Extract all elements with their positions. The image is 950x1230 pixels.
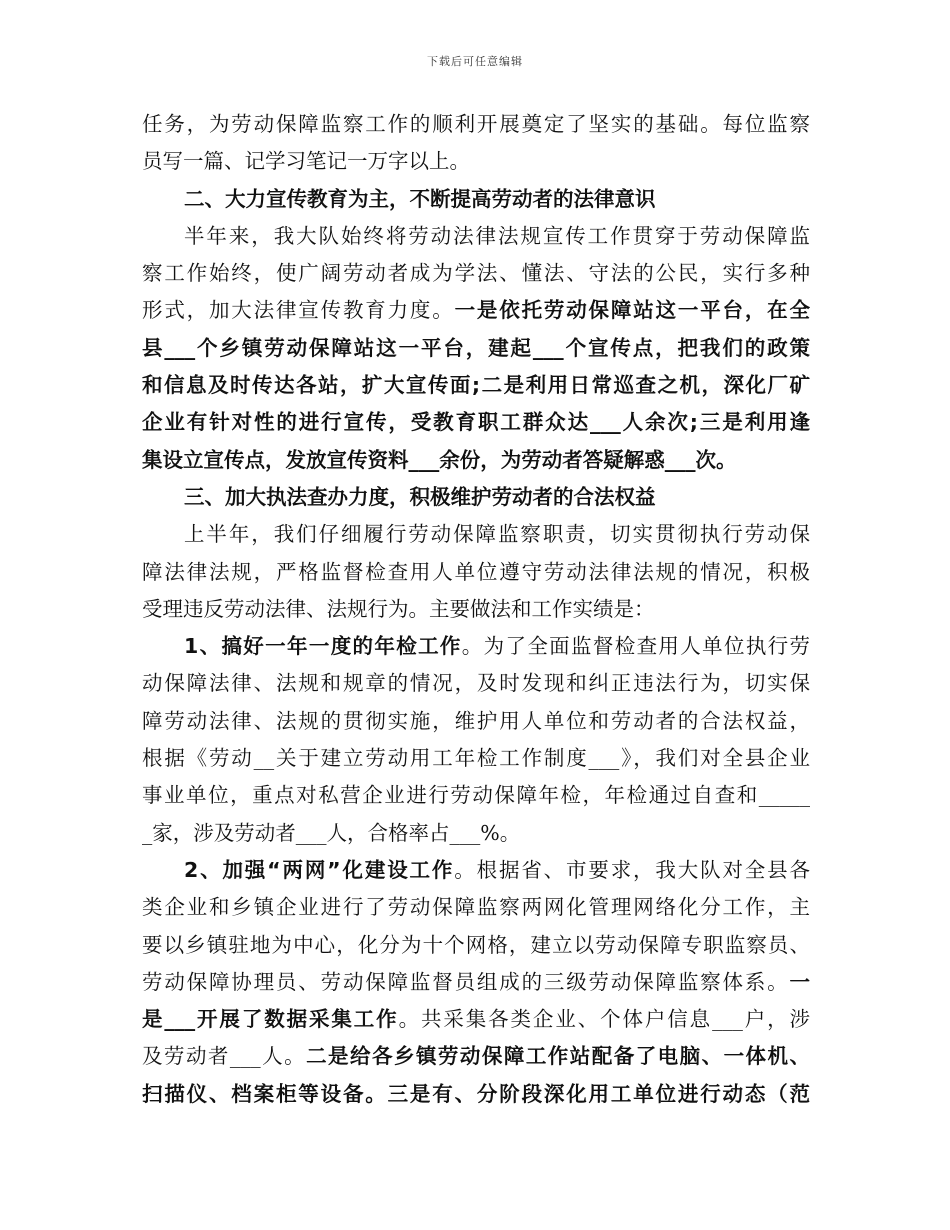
text-line bbox=[142, 554, 810, 591]
text-line bbox=[142, 367, 810, 404]
text-line bbox=[142, 218, 810, 255]
text-segment: 要以乡镇驻地为中心，化分为十个网格，建立以劳动保障专职监察员、 bbox=[142, 932, 810, 957]
bold-text-segment: 扫描仪、档案柜等设备。三是有、分阶段深化用工单位进行动态（范 bbox=[142, 1081, 810, 1106]
text-line bbox=[142, 404, 810, 441]
bold-text-segment: 和信息及时传达各站，扩大宣传面;二是利用日常巡查之机，深化厂矿 bbox=[142, 373, 810, 398]
text-line bbox=[142, 777, 810, 814]
text-line bbox=[142, 703, 810, 740]
text-line bbox=[142, 889, 810, 926]
text-line bbox=[142, 740, 810, 777]
bold-text-segment: 企业有针对性的进行宣传，受教育职工群众达___人余次;三是利用逢 bbox=[142, 410, 810, 435]
text-segment: 上半年，我们仔细履行劳动保障监察职责，切实贯彻执行劳动保 bbox=[184, 522, 810, 547]
bold-text-segment: 一是依托劳动保障站这一平台，在全 bbox=[454, 298, 811, 323]
text-segment: 类企业和乡镇企业进行了劳动保障监察两网化管理网络化分工作，主 bbox=[142, 895, 810, 920]
text-line bbox=[142, 665, 810, 702]
text-segment: 。共采集各类企业、个体户信息___户，涉 bbox=[398, 1007, 811, 1032]
text-line bbox=[142, 181, 810, 218]
text-segment: 障劳动法律、法规的贯彻实施，维护用人单位和劳动者的合法权益， bbox=[142, 708, 810, 733]
text-segment: 形式，加大法律宣传教育力度。 bbox=[142, 298, 455, 323]
text-line bbox=[142, 292, 810, 329]
bold-text-segment: 县___个乡镇劳动保障站这一平台，建起___个宣传点，把我们的政策 bbox=[142, 335, 810, 360]
text-line bbox=[142, 143, 810, 180]
text-line bbox=[142, 255, 810, 292]
text-line bbox=[142, 628, 810, 665]
text-line bbox=[142, 815, 810, 852]
text-line bbox=[142, 591, 810, 628]
document-body bbox=[142, 106, 810, 1113]
text-line bbox=[142, 1038, 810, 1075]
text-segment: 任务，为劳动保障监察工作的顺利开展奠定了坚实的基础。每位监察 bbox=[142, 112, 810, 136]
text-line bbox=[142, 442, 810, 479]
bold-text-segment: 一 bbox=[789, 969, 810, 994]
text-segment: 及劳动者___人。 bbox=[142, 1044, 307, 1069]
text-segment: 。根据省、市要求，我大队对全县各 bbox=[454, 857, 811, 882]
text-segment: 障法律法规，严格监督检查用人单位遵守劳动法律法规的情况，积极 bbox=[142, 559, 810, 584]
text-segment: 劳动保障协理员、劳动保障监督员组成的三级劳动保障监察体系。 bbox=[142, 969, 790, 994]
text-line bbox=[142, 852, 810, 889]
text-line bbox=[142, 1001, 810, 1038]
text-segment: 半年来，我大队始终将劳动法律法规宣传工作贯穿于劳动保障监 bbox=[184, 223, 810, 248]
bold-text-segment: 是___开展了数据采集工作 bbox=[142, 1007, 399, 1032]
bold-text-segment: 三、加大执法查办力度，积极维护劳动者的合法权益 bbox=[184, 484, 656, 509]
text-segment: 察工作始终，使广阔劳动者成为学法、懂法、守法的公民，实行多种 bbox=[142, 261, 810, 286]
text-segment: 事业单位，重点对私营企业进行劳动保障年检，年检通过自查和_____ bbox=[142, 783, 810, 808]
text-segment: 员写一篇、记学习笔记一万字以上。 bbox=[142, 149, 470, 174]
bold-text-segment: 1、搞好一年一度的年检工作 bbox=[184, 634, 462, 659]
text-segment: 根据《劳动__关于建立劳动用工年检工作制度___》，我们对全县企业 bbox=[142, 746, 810, 771]
text-line bbox=[142, 1076, 810, 1113]
text-segment: 受理违反劳动法律、法规行为。主要做法和工作实绩是： bbox=[142, 596, 655, 621]
text-line bbox=[142, 964, 810, 1001]
text-segment: 动保障法律、法规和规章的情况，及时发现和纠正违法行为，切实保 bbox=[142, 671, 810, 696]
text-line bbox=[142, 479, 810, 516]
page-header: 下载后可任意编辑 bbox=[427, 55, 523, 68]
bold-text-segment: 2、加强“两网”化建设工作 bbox=[184, 857, 455, 882]
text-line bbox=[142, 106, 810, 143]
text-line bbox=[142, 927, 810, 964]
text-segment: _家，涉及劳动者___人，合格率占___%。 bbox=[142, 820, 521, 845]
bold-text-segment: 二、大力宣传教育为主，不断提高劳动者的法律意识 bbox=[184, 186, 656, 211]
text-segment: 。为了全面监督检查用人单位执行劳 bbox=[461, 634, 811, 659]
bold-text-segment: 二是给各乡镇劳动保障工作站配备了电脑、一体机、 bbox=[306, 1044, 811, 1069]
bold-text-segment: 集设立宣传点，发放宣传资料___余份，为劳动者答疑解惑___次。 bbox=[142, 447, 737, 472]
text-line bbox=[142, 330, 810, 367]
text-line bbox=[142, 516, 810, 553]
